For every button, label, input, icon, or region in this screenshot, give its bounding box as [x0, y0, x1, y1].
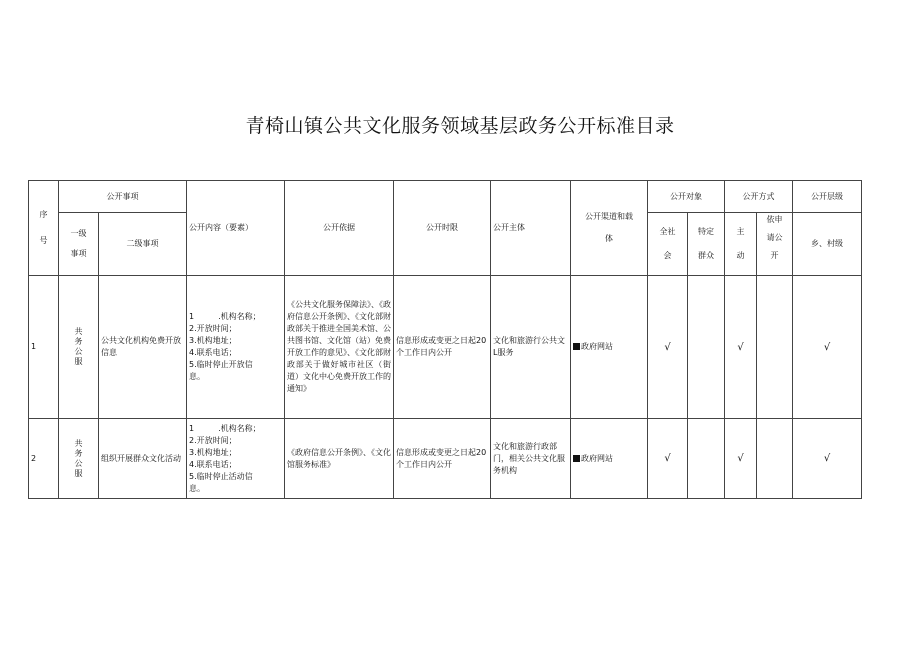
- header-level-value: 乡、村级: [793, 213, 862, 276]
- row-seq: 2: [29, 419, 59, 499]
- header-level2: 二级事项: [99, 213, 187, 276]
- row-content: 1 .机构名称； 2.开放时间； 3.机构地址； 4.联系电话； 5.临时停止活动信 息。: [187, 419, 285, 499]
- row-channel: 政府网站: [571, 276, 648, 419]
- square-bullet-icon: [573, 343, 580, 350]
- row-basis: 《公共文化服务保障法》、《政府信息公开条例》、《文化部财政部关于推进全国美术馆、公共图书馆、文化馆（站）免费开放工作的意见》、《文化部财政部关于做好城市社区（街道）文化中心免费开放工作的通知》: [285, 276, 394, 419]
- row-audience-specific: [688, 276, 725, 419]
- row-time-limit: 信息形成或变更之日起20个工作日内公开: [394, 276, 491, 419]
- row-level1: 共 务 公 服: [59, 276, 99, 419]
- row-channel: 政府网站: [571, 419, 648, 499]
- table-row: [29, 276, 862, 419]
- row-content: 1 .机构名称； 2.开放时间； 3.机构地址； 4.联系电话； 5.临时停止开放信 息。: [187, 276, 285, 419]
- header-subject: 公开主体: [491, 181, 571, 276]
- header-basis: 公开依据: [285, 181, 394, 276]
- header-mode-apply: 依申 请公 开: [757, 213, 793, 276]
- row-audience-specific: [688, 419, 725, 499]
- header-mode-active: 主 动: [725, 213, 757, 276]
- row-mode-active: √: [725, 419, 757, 499]
- row-subject: 文化和旅游行政部门，相关公共文化服务机构: [491, 419, 571, 499]
- header-mode-group: 公开方式: [725, 181, 793, 213]
- row-mode-apply: [757, 419, 793, 499]
- row-mode-active: √: [725, 276, 757, 419]
- row-level2: 组织开展群众文化活动: [99, 419, 187, 499]
- row-subject: 文化和旅游行公共文L服务: [491, 276, 571, 419]
- header-audience-all: 全社 会: [648, 213, 688, 276]
- header-time-limit: 公开时限: [394, 181, 491, 276]
- row-audience-all: √: [648, 419, 688, 499]
- header-level-group: 公开层级: [793, 181, 862, 213]
- header-content: 公开内容（要素）: [187, 181, 285, 276]
- row-level: √: [793, 276, 862, 419]
- row-level2: 公共文化机构免费开放信息: [99, 276, 187, 419]
- row-time-limit: 信息形成或变更之日起20个工作日内公开: [394, 419, 491, 499]
- catalog-table: [28, 180, 862, 499]
- header-audience-specific: 特定 群众: [688, 213, 725, 276]
- row-audience-all: √: [648, 276, 688, 419]
- row-level1: 共 务 公 服: [59, 419, 99, 499]
- square-bullet-icon: [573, 455, 580, 462]
- row-seq: 1: [29, 276, 59, 419]
- table-row: [29, 419, 862, 499]
- header-level1: 一级 事项: [59, 213, 99, 276]
- header-audience-group: 公开对象: [648, 181, 725, 213]
- header-item-group: 公开事项: [59, 181, 187, 213]
- row-level: √: [793, 419, 862, 499]
- row-basis: 《政府信息公开条例》、《文化馆服务标准》: [285, 419, 394, 499]
- header-channel: 公开渠道和载 体: [571, 181, 648, 276]
- page-title: 青椅山镇公共文化服务领域基层政务公开标准目录: [245, 115, 675, 137]
- header-seq: 序 号: [29, 181, 59, 276]
- row-mode-apply: [757, 276, 793, 419]
